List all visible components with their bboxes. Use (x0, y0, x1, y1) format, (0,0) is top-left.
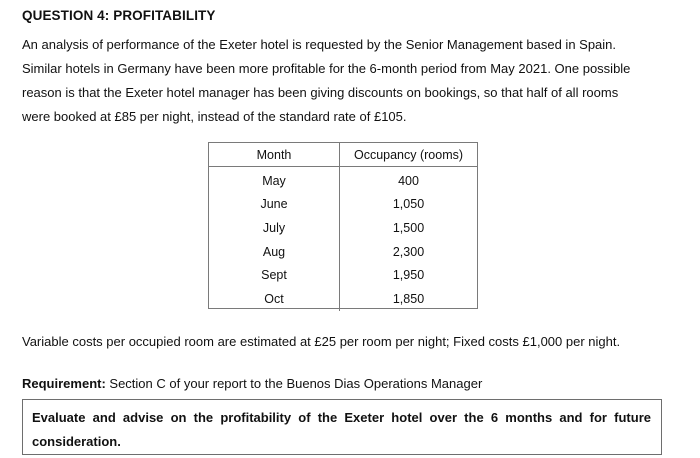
intro-line: An analysis of performance of the Exeter hotel is requested by the Senior Management based in Spain. (22, 37, 617, 52)
costs-statement: Variable costs per occupied room are estimated at £25 per room per night; Fixed costs £1,000 per night. (22, 334, 621, 349)
cell-occupancy: 1,850 (392, 291, 425, 306)
cell-occupancy: 400 (398, 173, 419, 188)
cell-month: Sept (209, 263, 340, 287)
cell-occupancy: 1,500 (392, 220, 425, 235)
table-row (209, 193, 477, 217)
cell-month: Oct (209, 287, 340, 311)
cell-occupancy: 2,300 (392, 244, 425, 259)
intro-line: were booked at £85 per night, instead of the standard rate of £105. (22, 109, 407, 124)
intro-paragraph (22, 33, 672, 129)
table-row (209, 263, 477, 287)
header-month: Month (209, 143, 340, 167)
task-line: consideration. (32, 434, 121, 449)
table-row (209, 167, 477, 193)
table-row (209, 240, 477, 264)
question-heading: QUESTION 4: PROFITABILITY (22, 8, 216, 23)
requirement-line (22, 376, 482, 391)
header-occupancy: Occupancy (rooms) (340, 143, 478, 167)
cell-month: Aug (209, 240, 340, 264)
cell-month: July (209, 216, 340, 240)
intro-line: reason is that the Exeter hotel manager has been giving discounts on bookings, so that half of all rooms (22, 85, 619, 100)
requirement-label: Requirement: (22, 376, 106, 391)
table-row (209, 287, 477, 311)
cell-month: June (209, 193, 340, 217)
occupancy-table-grid (209, 143, 477, 311)
intro-line: Similar hotels in Germany have been more profitable for the 6-month period from May 2021. One possible (22, 61, 631, 76)
occupancy-table (208, 142, 478, 309)
table-header-row (209, 143, 477, 167)
task-line: Evaluate and advise on the profitability of the Exeter hotel over the 6 months and for future (32, 410, 651, 425)
table-row (209, 216, 477, 240)
cell-occupancy: 1,050 (392, 197, 425, 212)
requirement-text: Section C of your report to the Buenos Dias Operations Manager (105, 376, 483, 391)
cell-occupancy: 1,950 (392, 268, 425, 283)
task-box (22, 399, 662, 455)
cell-month: May (209, 167, 340, 193)
